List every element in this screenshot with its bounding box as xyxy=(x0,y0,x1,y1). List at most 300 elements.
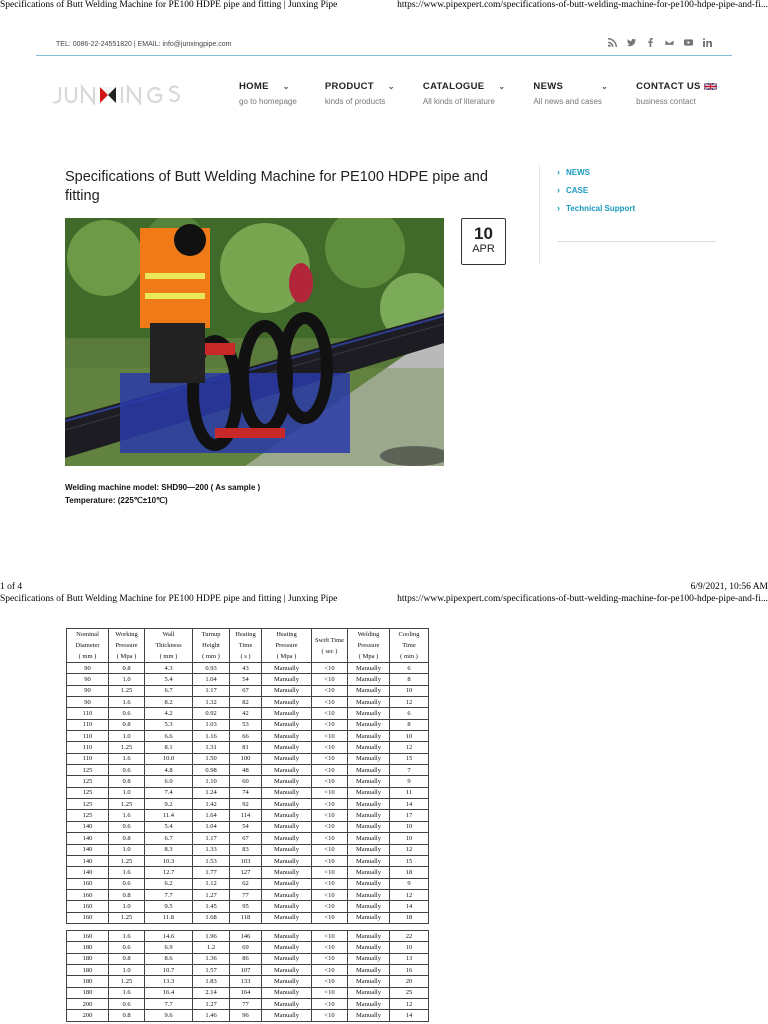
table-cell: 1.45 xyxy=(193,901,230,912)
nav-contact-label: CONTACT US xyxy=(636,81,701,92)
table-cell: 1.96 xyxy=(193,931,230,942)
table-row xyxy=(67,719,429,730)
table-cell: 6 xyxy=(390,663,429,674)
table-cell: Manually xyxy=(262,965,312,976)
table-cell: <10 xyxy=(312,889,348,900)
table-cell: 13 xyxy=(390,953,429,964)
table-cell: 1.24 xyxy=(193,787,230,798)
table-cell: 8 xyxy=(390,674,429,685)
chevron-right-icon: › xyxy=(557,167,560,177)
table-cell: 160 xyxy=(67,878,109,889)
table-cell: <10 xyxy=(312,685,348,696)
table-cell: 1.17 xyxy=(193,685,230,696)
table-cell: 7.4 xyxy=(145,787,193,798)
table-cell: 103 xyxy=(230,855,262,866)
table-row xyxy=(67,942,429,953)
table-cell: 22 xyxy=(390,931,429,942)
table-cell: 54 xyxy=(230,674,262,685)
table-cell: 1.0 xyxy=(109,787,145,798)
print-header-page2 xyxy=(0,594,768,606)
table-cell: 1.33 xyxy=(193,844,230,855)
table-cell: 1.0 xyxy=(109,844,145,855)
nav-home-sub: go to homepage xyxy=(239,97,297,106)
table-cell: Manually xyxy=(262,663,312,674)
table-cell: 14 xyxy=(390,1010,429,1021)
table-cell: Manually xyxy=(348,776,390,787)
table-header-line: Heating xyxy=(235,631,256,638)
table-cell: 140 xyxy=(67,833,109,844)
table-cell: Manually xyxy=(348,931,390,942)
table-cell: 1.04 xyxy=(193,821,230,832)
table-cell: <10 xyxy=(312,799,348,810)
table-cell: 1.46 xyxy=(193,1010,230,1021)
table-header-line: Heating xyxy=(276,631,297,638)
table-cell: Manually xyxy=(348,697,390,708)
table-cell: <10 xyxy=(312,821,348,832)
table-cell: Manually xyxy=(262,821,312,832)
table-cell: 8.6 xyxy=(145,953,193,964)
table-cell: 100 xyxy=(230,753,262,764)
table-cell: 140 xyxy=(67,867,109,878)
table-header-line: Cooling xyxy=(398,631,420,638)
table-cell: 1.27 xyxy=(193,999,230,1010)
table-cell: 9.5 xyxy=(145,901,193,912)
table-cell: 82 xyxy=(230,697,262,708)
table-cell: 95 xyxy=(230,901,262,912)
table-cell: <10 xyxy=(312,742,348,753)
table-cell: Manually xyxy=(348,965,390,976)
table-cell: Manually xyxy=(262,753,312,764)
nav-catalogue-sub: All kinds of literature xyxy=(422,97,495,106)
table-cell: Manually xyxy=(348,912,390,923)
nav-news[interactable] xyxy=(533,81,608,106)
table-cell: 0.8 xyxy=(109,833,145,844)
table-row xyxy=(67,731,429,742)
table-cell: Manually xyxy=(348,999,390,1010)
table-row xyxy=(67,889,429,900)
table-row xyxy=(67,742,429,753)
print-header xyxy=(0,0,768,12)
nav-catalogue[interactable] xyxy=(423,81,505,106)
header-divider xyxy=(36,55,732,56)
table-cell: 81 xyxy=(230,742,262,753)
table-row xyxy=(67,787,429,798)
table-cell: Manually xyxy=(262,697,312,708)
nav-contact[interactable] xyxy=(636,81,701,106)
table-cell: 42 xyxy=(230,708,262,719)
table-cell: 180 xyxy=(67,987,109,998)
table-cell: 0.98 xyxy=(193,765,230,776)
table-cell: 9.6 xyxy=(145,1010,193,1021)
table-cell: Manually xyxy=(348,674,390,685)
table-cell: 8.3 xyxy=(145,844,193,855)
twitter-icon[interactable] xyxy=(627,38,636,47)
table-cell: 1.2 xyxy=(193,942,230,953)
table-cell: 133 xyxy=(230,976,262,987)
table-cell: 11 xyxy=(390,787,429,798)
table-header-line: Time xyxy=(238,642,253,649)
table-cell: 160 xyxy=(67,901,109,912)
table-cell: 1.6 xyxy=(109,987,145,998)
table-header-line: Pressure xyxy=(275,642,298,649)
table-cell: 1.25 xyxy=(109,742,145,753)
table-cell: 1.36 xyxy=(193,953,230,964)
table-cell: 1.0 xyxy=(109,674,145,685)
table-cell: <10 xyxy=(312,844,348,855)
nav-home[interactable] xyxy=(239,81,297,106)
table-cell: Manually xyxy=(348,810,390,821)
table-cell: Manually xyxy=(262,765,312,776)
table-cell: Manually xyxy=(262,731,312,742)
table-cell: 10.7 xyxy=(145,965,193,976)
table-cell: <10 xyxy=(312,965,348,976)
table-cell: 11.8 xyxy=(145,912,193,923)
table-cell: Manually xyxy=(262,708,312,719)
table-cell: Manually xyxy=(262,742,312,753)
table-header-line: Turnup xyxy=(201,631,221,638)
table-cell: Manually xyxy=(262,1010,312,1021)
table-cell: 1.10 xyxy=(193,776,230,787)
table-cell: 1.25 xyxy=(109,855,145,866)
table-row xyxy=(67,685,429,696)
linkedin-icon[interactable] xyxy=(703,38,712,47)
table-cell: Manually xyxy=(262,719,312,730)
table-header-line: Welding xyxy=(357,631,380,638)
table-cell: 48 xyxy=(230,765,262,776)
table-row xyxy=(67,799,429,810)
table-cell: Manually xyxy=(348,901,390,912)
table-row xyxy=(67,765,429,776)
table-row xyxy=(67,753,429,764)
youtube-icon[interactable] xyxy=(684,38,693,47)
table-cell: Manually xyxy=(348,878,390,889)
table-cell: 6 xyxy=(390,708,429,719)
nav-contact-sub: business contact xyxy=(636,97,696,106)
caption-model: Welding machine model: SHD90—200 ( As sample ) xyxy=(65,483,261,492)
table-cell: 12 xyxy=(390,889,429,900)
table-cell: 10 xyxy=(390,942,429,953)
table-cell: <10 xyxy=(312,810,348,821)
table-cell: Manually xyxy=(262,674,312,685)
table-header-line: Nominal xyxy=(76,631,99,638)
table-cell: 67 xyxy=(230,833,262,844)
nav-product-label: PRODUCT xyxy=(324,81,374,92)
table-cell: 74 xyxy=(230,787,262,798)
table-cell: <10 xyxy=(312,731,348,742)
table-cell: 77 xyxy=(230,999,262,1010)
table-cell: 1.6 xyxy=(109,931,145,942)
table-cell: Manually xyxy=(348,867,390,878)
table-cell: 11.4 xyxy=(145,810,193,821)
sidebar-item-news[interactable] xyxy=(557,163,635,181)
table-header-line: ( sec ) xyxy=(321,647,338,655)
table-cell: 5.4 xyxy=(145,821,193,832)
spec-table-part1 xyxy=(66,628,429,924)
table-header-line: Pressure xyxy=(115,642,138,649)
table-cell: 13.3 xyxy=(145,976,193,987)
table-cell: Manually xyxy=(262,867,312,878)
table-cell: 110 xyxy=(67,742,109,753)
print-datetime: 6/9/2021, 10:56 AM xyxy=(690,582,768,592)
table-header-line: Working xyxy=(115,631,138,638)
table-row xyxy=(67,810,429,821)
table-row xyxy=(67,987,429,998)
table-cell: 0.8 xyxy=(109,663,145,674)
table-cell: 18 xyxy=(390,912,429,923)
table-cell: Manually xyxy=(348,889,390,900)
date-day: 10 xyxy=(474,224,493,243)
table-cell: 125 xyxy=(67,810,109,821)
table-cell: 1.6 xyxy=(109,697,145,708)
table-cell: 1.16 xyxy=(193,731,230,742)
table-cell: 12 xyxy=(390,697,429,708)
chevron-down-icon: ⌄ xyxy=(282,82,290,91)
table-cell: 1.6 xyxy=(109,810,145,821)
nav-news-label: NEWS xyxy=(533,81,564,92)
table-header-line: ( Mpa ) xyxy=(358,653,379,660)
table-cell: Manually xyxy=(348,765,390,776)
table-row xyxy=(67,674,429,685)
table-cell: 0.8 xyxy=(109,719,145,730)
chevron-down-icon: ⌄ xyxy=(387,82,395,91)
nav-product[interactable] xyxy=(325,81,395,106)
table-cell: 110 xyxy=(67,753,109,764)
table-header-line: ( s ) xyxy=(240,653,251,660)
table-row xyxy=(67,844,429,855)
sidebar-item-technical-support[interactable] xyxy=(557,199,635,217)
date-badge xyxy=(461,218,506,265)
table-cell: 7.7 xyxy=(145,889,193,900)
chevron-down-icon: ⌄ xyxy=(498,82,506,91)
email-icon[interactable] xyxy=(665,38,674,47)
table-cell: 17 xyxy=(390,810,429,821)
sidebar-item-label: Technical Support xyxy=(566,203,636,213)
table-cell: 1.31 xyxy=(193,742,230,753)
table-cell: 16.4 xyxy=(145,987,193,998)
table-cell: 0.6 xyxy=(109,878,145,889)
table-cell: Manually xyxy=(348,844,390,855)
table-cell: 110 xyxy=(67,708,109,719)
table-cell: Manually xyxy=(348,953,390,964)
table-cell: 12 xyxy=(390,999,429,1010)
table-cell: Manually xyxy=(348,787,390,798)
table-cell: 1.0 xyxy=(109,901,145,912)
table-cell: Manually xyxy=(262,799,312,810)
table-cell: Manually xyxy=(262,942,312,953)
table-cell: Manually xyxy=(262,999,312,1010)
table-cell: 1.25 xyxy=(109,685,145,696)
table-cell: Manually xyxy=(262,810,312,821)
chevron-down-icon: ⌄ xyxy=(601,82,609,91)
table-cell: 15 xyxy=(390,753,429,764)
table-cell: 8.2 xyxy=(145,697,193,708)
table-cell: <10 xyxy=(312,999,348,1010)
table-row xyxy=(67,821,429,832)
table-cell: 0.8 xyxy=(109,1010,145,1021)
print-url: https://www.pipexpert.com/specifications-of-butt-welding-machine-for-pe100-hdpe-pipe-and-fi... xyxy=(397,594,768,604)
table-cell: 92 xyxy=(230,799,262,810)
table-cell: Manually xyxy=(348,742,390,753)
table-cell: 1.12 xyxy=(193,878,230,889)
table-header-line: Swift Time xyxy=(314,636,345,644)
table-cell: 1.25 xyxy=(109,799,145,810)
facebook-icon[interactable] xyxy=(646,38,655,47)
table-header-line: ( mm ) xyxy=(159,653,178,660)
table-cell: Manually xyxy=(348,799,390,810)
table-header-line: Height xyxy=(202,642,220,649)
table-header-row xyxy=(67,629,429,663)
table-cell: <10 xyxy=(312,878,348,889)
sidebar-rule xyxy=(557,241,716,242)
table-cell: Manually xyxy=(262,787,312,798)
table-cell: Manually xyxy=(348,821,390,832)
table-cell: 1.83 xyxy=(193,976,230,987)
table-cell: 118 xyxy=(230,912,262,923)
table-cell: 6.0 xyxy=(145,776,193,787)
table-cell: Manually xyxy=(262,987,312,998)
table-cell: <10 xyxy=(312,719,348,730)
table-cell: 0.6 xyxy=(109,999,145,1010)
rss-icon[interactable] xyxy=(608,38,617,47)
print-url: https://www.pipexpert.com/specifications-of-butt-welding-machine-for-pe100-hdpe-pipe-and-fi... xyxy=(397,0,768,10)
table-row xyxy=(67,931,429,942)
uk-flag-icon[interactable] xyxy=(704,82,717,91)
table-cell: 83 xyxy=(230,844,262,855)
table-cell: 160 xyxy=(67,912,109,923)
table-cell: 0.8 xyxy=(109,953,145,964)
table-row xyxy=(67,953,429,964)
table-cell: 200 xyxy=(67,1010,109,1021)
table-cell: <10 xyxy=(312,1010,348,1021)
table-cell: 7 xyxy=(390,765,429,776)
table-header-line: ( mm ) xyxy=(78,653,97,660)
table-cell: 5.3 xyxy=(145,719,193,730)
table-cell: <10 xyxy=(312,708,348,719)
table-header-cell xyxy=(312,629,348,663)
table-cell: 86 xyxy=(230,953,262,964)
table-cell: 180 xyxy=(67,953,109,964)
table-cell: Manually xyxy=(348,719,390,730)
junxing-logo[interactable] xyxy=(52,84,200,106)
table-cell: 107 xyxy=(230,965,262,976)
table-cell: Manually xyxy=(262,833,312,844)
sidebar-item-case[interactable] xyxy=(557,181,635,199)
table-row xyxy=(67,878,429,889)
table-cell: 1.03 xyxy=(193,719,230,730)
table-cell: 6.9 xyxy=(145,942,193,953)
table-header-line: Time xyxy=(402,642,416,649)
table-cell: 53 xyxy=(230,719,262,730)
table-cell: 125 xyxy=(67,776,109,787)
table-cell: 127 xyxy=(230,867,262,878)
table-cell: 1.32 xyxy=(193,697,230,708)
table-cell: 43 xyxy=(230,663,262,674)
caption-temperature: Temperature: (225℃±10℃) xyxy=(65,496,168,505)
nav-home-label: HOME xyxy=(239,81,269,92)
table-cell: Manually xyxy=(348,976,390,987)
table-cell: 16 xyxy=(390,965,429,976)
table-cell: 7.7 xyxy=(145,999,193,1010)
table-cell: <10 xyxy=(312,697,348,708)
table-cell: <10 xyxy=(312,663,348,674)
table-cell: Manually xyxy=(348,833,390,844)
table-cell: <10 xyxy=(312,787,348,798)
table-cell: 140 xyxy=(67,855,109,866)
table-cell: 0.8 xyxy=(109,776,145,787)
article-title: Specifications of Butt Welding Machine for PE100 HDPE pipe and fitting xyxy=(65,169,488,204)
table-cell: 0.93 xyxy=(193,663,230,674)
date-month: APR xyxy=(472,243,495,255)
table-cell: 6.6 xyxy=(145,731,193,742)
table-header-line: ( min ) xyxy=(400,653,418,660)
print-page-count: 1 of 4 xyxy=(0,582,23,592)
article-photo xyxy=(65,218,444,466)
table-cell: 1.77 xyxy=(193,867,230,878)
table-cell: Manually xyxy=(262,901,312,912)
table-cell: 69 xyxy=(230,942,262,953)
table-cell: 1.57 xyxy=(193,965,230,976)
table-cell: 125 xyxy=(67,787,109,798)
print-footer xyxy=(0,582,768,594)
table-cell: <10 xyxy=(312,901,348,912)
table-cell: 4.8 xyxy=(145,765,193,776)
table-cell: Manually xyxy=(348,1010,390,1021)
table-cell: 0.92 xyxy=(193,708,230,719)
table-cell: 1.42 xyxy=(193,799,230,810)
table-cell: <10 xyxy=(312,931,348,942)
table-row xyxy=(67,855,429,866)
table-cell: 90 xyxy=(67,674,109,685)
table-header-cell xyxy=(390,629,429,663)
table-cell: 1.6 xyxy=(109,867,145,878)
table-cell: 1.25 xyxy=(109,976,145,987)
sidebar-categories xyxy=(557,163,635,217)
table-cell: <10 xyxy=(312,976,348,987)
table-cell: 1.27 xyxy=(193,889,230,900)
table-header-line: ( Mpa ) xyxy=(116,653,137,660)
table-cell: 60 xyxy=(230,776,262,787)
table-cell: 2.14 xyxy=(193,987,230,998)
table-header-cell xyxy=(193,629,230,663)
table-cell: 180 xyxy=(67,965,109,976)
table-cell: 10 xyxy=(390,821,429,832)
nav-news-sub: All news and cases xyxy=(533,97,602,106)
table-cell: <10 xyxy=(312,753,348,764)
table-cell: 0.6 xyxy=(109,708,145,719)
table-cell: 160 xyxy=(67,931,109,942)
table-cell: 1.17 xyxy=(193,833,230,844)
table-cell: 25 xyxy=(390,987,429,998)
table-cell: 90 xyxy=(67,663,109,674)
table-header-line: Pressure xyxy=(357,642,380,649)
table-cell: 0.6 xyxy=(109,765,145,776)
table-cell: <10 xyxy=(312,776,348,787)
table-cell: Manually xyxy=(348,685,390,696)
table-cell: 1.53 xyxy=(193,855,230,866)
table-cell: 140 xyxy=(67,844,109,855)
table-cell: 12.7 xyxy=(145,867,193,878)
table-cell: <10 xyxy=(312,855,348,866)
table-cell: 14 xyxy=(390,901,429,912)
table-cell: 10.3 xyxy=(145,855,193,866)
table-cell: 1.0 xyxy=(109,731,145,742)
table-cell: <10 xyxy=(312,953,348,964)
main-nav xyxy=(239,81,729,106)
table-cell: 1.0 xyxy=(109,965,145,976)
table-header-line: ( Mpa ) xyxy=(276,653,297,660)
table-cell: 10 xyxy=(390,685,429,696)
table-row xyxy=(67,708,429,719)
